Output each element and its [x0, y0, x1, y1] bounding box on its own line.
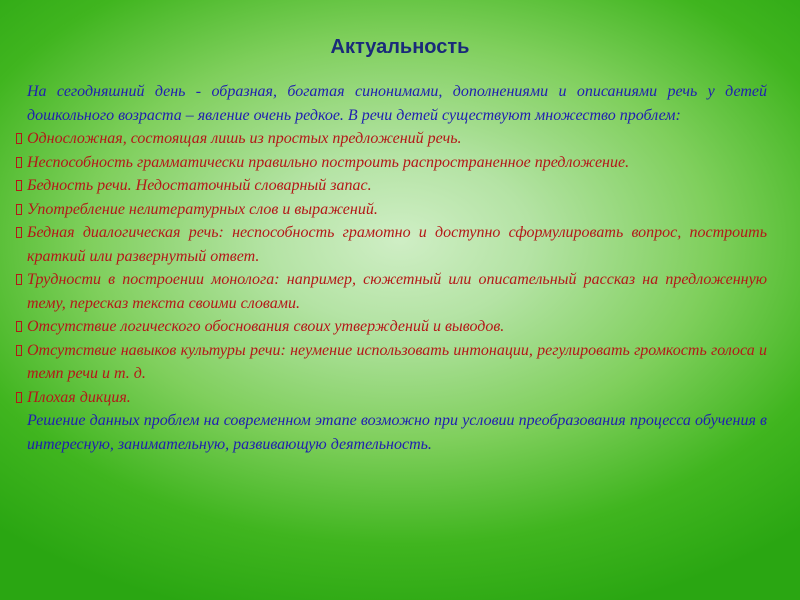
box-bullet-icon [16, 321, 22, 332]
problem-item [16, 339, 767, 386]
problem-item-text: Бедность речи. Недостаточный словарный запас. [27, 177, 372, 194]
box-bullet-icon [16, 157, 22, 168]
box-bullet-icon [16, 133, 22, 144]
problem-item-text: Плохая дикция. [27, 388, 131, 406]
problem-item [16, 315, 767, 339]
conclusion-paragraph: Решение данных проблем на современном этапе возможно при условии преобразования процесса обучения в интересную, занимательную, развивающую деятельность. [27, 412, 767, 453]
problem-item [16, 174, 767, 198]
box-bullet-icon [16, 274, 22, 285]
box-bullet-icon [16, 180, 22, 191]
problem-item-text: Трудности в построении монолога: например, сюжетный или описательный рассказ на предложенную тему, пересказ текста своими словами. [27, 271, 767, 312]
problem-item [16, 127, 767, 151]
problem-item [16, 151, 767, 175]
box-bullet-icon [16, 345, 22, 356]
intro-paragraph: На сегодняшний день - образная, богатая синонимами, дополнениями и описаниями речь у детей дошкольного возраста – явление очень редкое. В речи детей существуют множество проблем: [27, 83, 767, 124]
box-bullet-icon [16, 204, 22, 215]
slide-title: Актуальность [330, 36, 470, 58]
problem-item [16, 198, 767, 222]
problem-item [16, 268, 767, 315]
problem-item [16, 221, 767, 268]
problem-item [16, 386, 767, 410]
problem-item-text: Употребление нелитературных слов и выражений. [27, 200, 378, 218]
problem-item-text: Отсутствие логического обоснования своих утверждений и выводов. [27, 318, 505, 335]
problem-item-text: Односложная, состоящая лишь из простых предложений речь. [27, 130, 462, 147]
box-bullet-icon [16, 392, 22, 403]
box-bullet-icon [16, 227, 22, 238]
problem-item-text: Неспособность грамматически правильно построить распространенное предложение. [27, 153, 630, 171]
problem-item-text: Отсутствие навыков культуры речи: неумение использовать интонации, регулировать громкость голоса и темп речи и т. д. [27, 341, 767, 382]
slide-content [16, 80, 767, 456]
problem-item-text: Бедная диалогическая речь: неспособность грамотно и доступно сформулировать вопрос, построить краткий или развернутый ответ. [27, 224, 767, 265]
